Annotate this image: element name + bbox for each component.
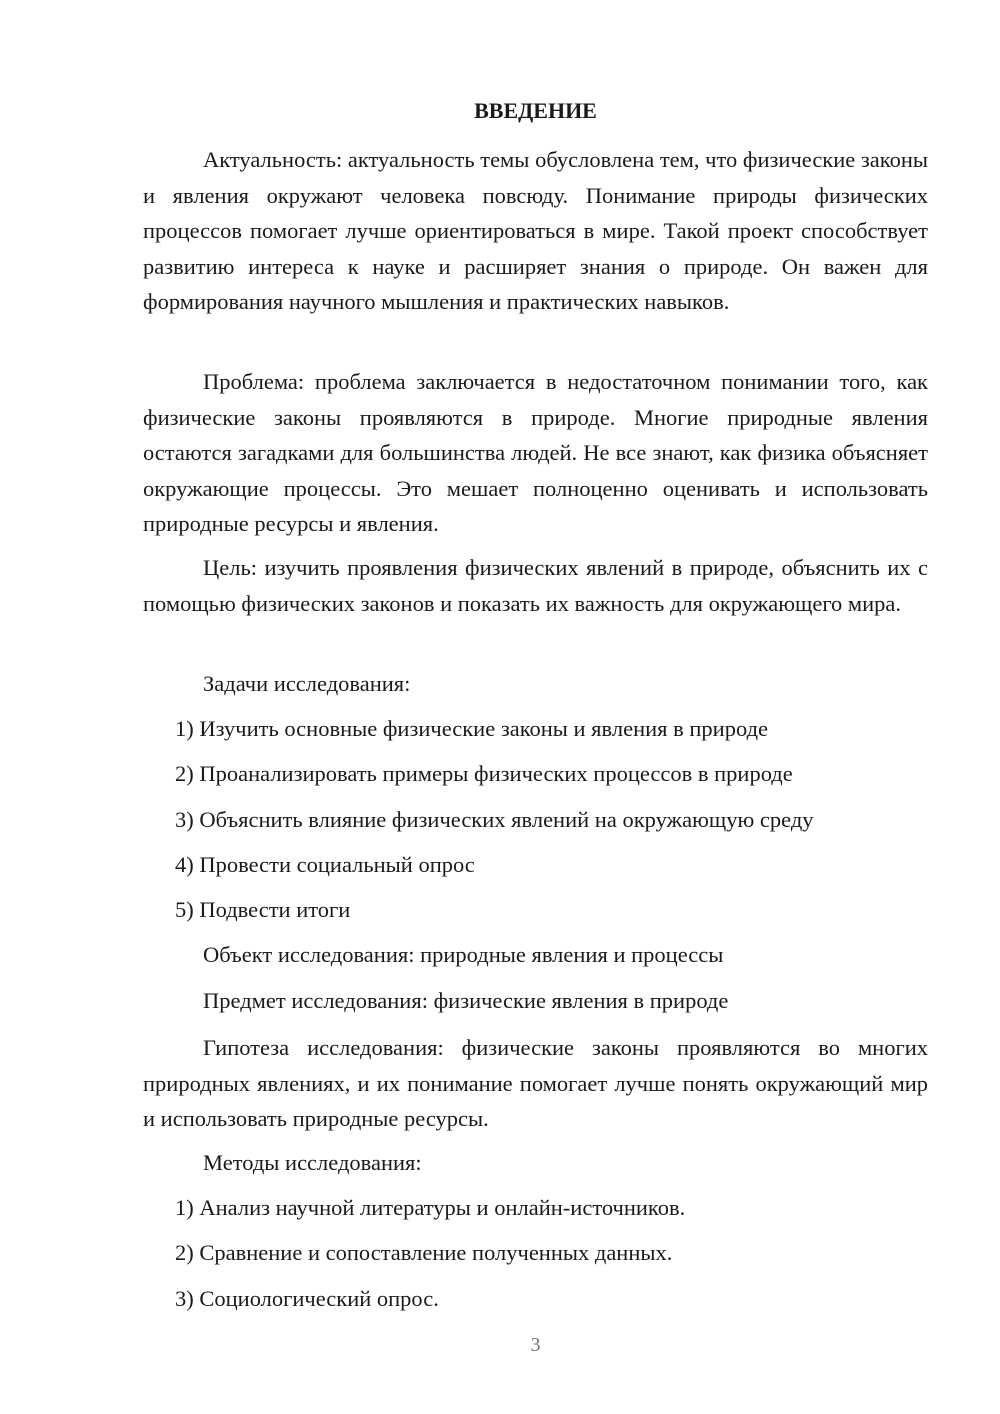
method-item: 3) Социологический опрос. — [175, 1286, 439, 1311]
paragraph-hypothesis: Гипотеза исследования: физические законы проявляются во многих природных явлениях, и их понимание помогает лучше понять окружающий мир и использовать природные ресурсы. — [143, 1035, 928, 1131]
task-item: 1) Изучить основные физические законы и явления в природе — [175, 716, 768, 741]
task-item: 3) Объяснить влияние физических явлений на окружающую среду — [175, 807, 814, 832]
method-item: 2) Сравнение и сопоставление полученных данных. — [175, 1240, 673, 1265]
paragraph-goal: Цель: изучить проявления физических явлений в природе, объяснить их с помощью физических законов и показать их важность для окружающего мира. — [143, 555, 928, 616]
research-object: Объект исследования: природные явления и процессы — [203, 942, 724, 967]
paragraph-problem: Проблема: проблема заключается в недостаточном понимании того, как физические законы проявляются в природе. Многие природные явления остаются загадками для большинства людей. Не все знают, как физика объясняет окружающие процессы. Это мешает полноценно оценивать и использовать природные ресурсы и явления. — [143, 369, 928, 536]
paragraph-relevance: Актуальность: актуальность темы обусловлена тем, что физические законы и явления окружают человека повсюду. Понимание природы физических процессов помогает лучше ориентироваться в мире. Такой проект способствует развитию интереса к науке и расширяет знания о природе. Он важен для формирования научного мышления и практических навыков. — [143, 147, 928, 314]
section-title: ВВЕДЕНИЕ — [474, 98, 597, 123]
method-item: 1) Анализ научной литературы и онлайн-источников. — [175, 1195, 686, 1220]
task-item: 4) Провести социальный опрос — [175, 852, 475, 877]
methods-heading: Методы исследования: — [203, 1150, 422, 1175]
tasks-heading: Задачи исследования: — [203, 671, 411, 696]
task-item: 5) Подвести итоги — [175, 897, 351, 922]
task-item: 2) Проанализировать примеры физических процессов в природе — [175, 761, 793, 786]
research-subject: Предмет исследования: физические явления в природе — [203, 988, 729, 1013]
page-number: 3 — [530, 1334, 541, 1356]
